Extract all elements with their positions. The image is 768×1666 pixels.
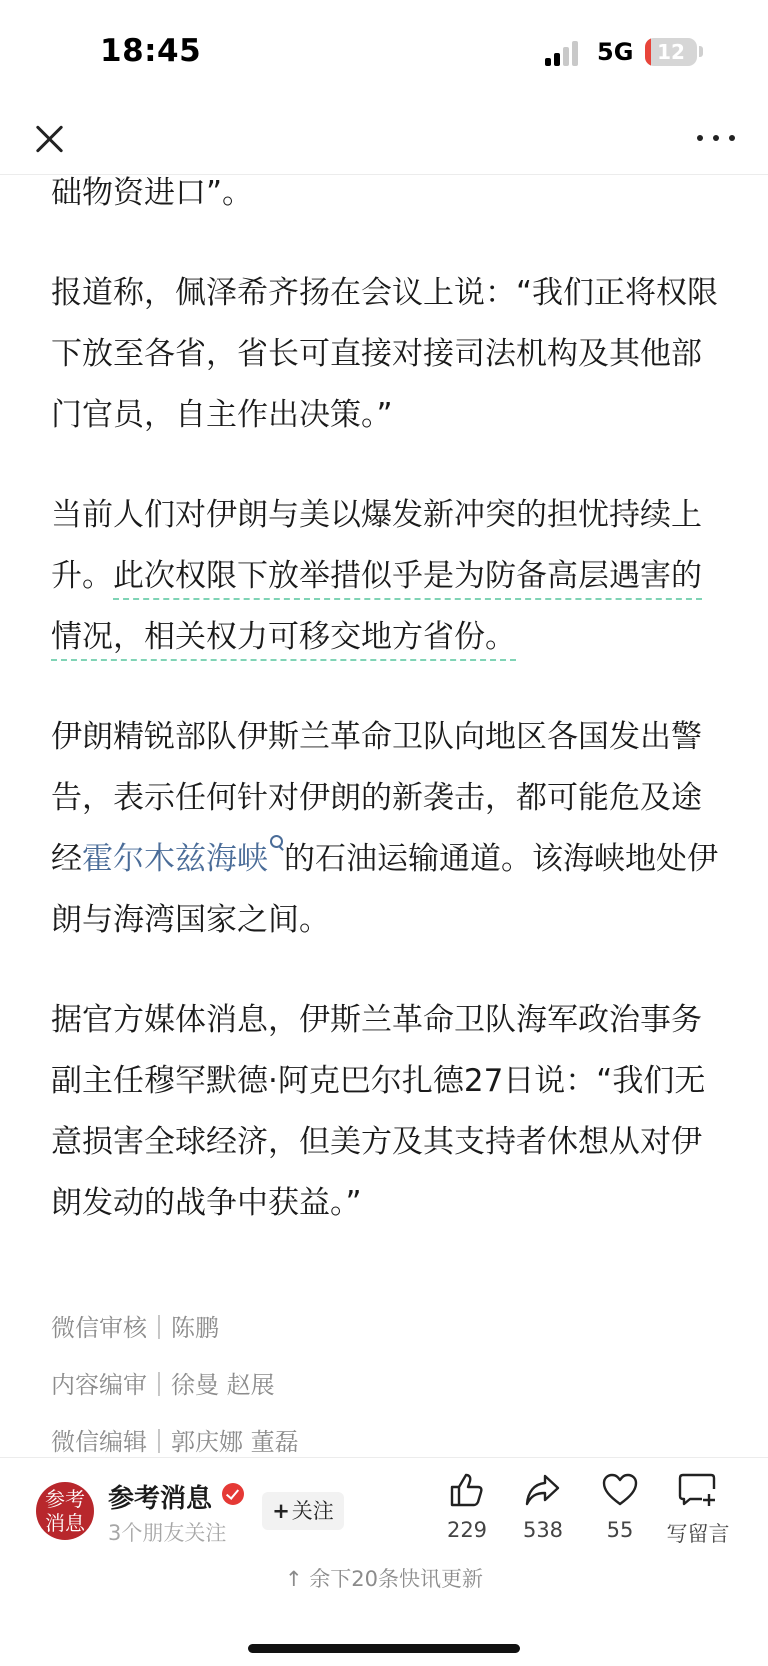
verified-icon bbox=[222, 1483, 244, 1505]
top-nav bbox=[0, 100, 768, 175]
favorite-button[interactable] bbox=[580, 1472, 660, 1542]
article-paragraph bbox=[51, 485, 726, 668]
article-body bbox=[51, 165, 726, 1234]
account-avatar[interactable] bbox=[36, 1482, 94, 1540]
share-button[interactable] bbox=[503, 1472, 583, 1542]
search-link-text[interactable]: 霍尔木兹海峡 bbox=[82, 841, 268, 877]
comment-icon bbox=[678, 1472, 718, 1508]
article-paragraph: 础物资进口”。 bbox=[51, 175, 254, 211]
article-paragraph: 据官方媒体消息，伊斯兰革命卫队海军政治事务副主任穆罕默德·阿克巴尔扎德27日说：“我们无意损害全球经济，但美方及其支持者休想从对伊朗发动的战争中获益。” bbox=[51, 1002, 706, 1221]
highlighted-text[interactable]: 此次权限下放举措似乎是为防备高层遇害的情况，相关权力可移交地方省份。 bbox=[51, 558, 702, 661]
more-news-link[interactable]: ↑ 余下20条快讯更新 bbox=[285, 1567, 483, 1591]
plus-icon: + bbox=[272, 1499, 290, 1523]
paragraph-text: 的石油运输通道。该海峡地处伊朗与海湾国家之间。 bbox=[51, 841, 718, 938]
friends-following: 3个朋友关注 bbox=[108, 1521, 227, 1545]
battery-icon bbox=[645, 38, 697, 66]
heart-icon bbox=[601, 1472, 639, 1508]
battery-level: 12 bbox=[657, 40, 685, 64]
cellular-signal-icon bbox=[545, 40, 587, 66]
home-indicator[interactable] bbox=[248, 1644, 520, 1653]
close-icon[interactable] bbox=[28, 116, 72, 160]
paragraph-text: 伊朗精锐部队伊斯兰革命卫队向地区各国发出警告，表示任何针对伊朗的新袭击，都可能危及途经 bbox=[51, 719, 702, 877]
battery-cap bbox=[699, 46, 703, 57]
article-paragraph: 报道称，佩泽希齐扬在会议上说：“我们正将权限下放至各省，省长可直接对接司法机构及其他部门官员，自主作出决策。” bbox=[51, 275, 719, 433]
share-icon bbox=[524, 1472, 562, 1508]
account-name[interactable]: 参考消息 bbox=[108, 1484, 213, 1514]
follow-button[interactable] bbox=[262, 1492, 344, 1530]
comment-button[interactable] bbox=[658, 1472, 738, 1548]
bottom-action-bar bbox=[0, 1457, 768, 1666]
status-bar bbox=[0, 0, 768, 100]
editor-credits bbox=[51, 1300, 299, 1471]
article-paragraph bbox=[51, 707, 726, 951]
avatar-text: 参考消息 bbox=[45, 1487, 85, 1535]
like-button[interactable] bbox=[427, 1472, 507, 1542]
like-count: 229 bbox=[446, 1518, 488, 1542]
search-link[interactable] bbox=[82, 841, 284, 877]
share-count: 538 bbox=[522, 1518, 564, 1542]
credit-line: 内容编审｜徐曼 赵展 bbox=[51, 1371, 275, 1399]
comment-label: 写留言 bbox=[666, 1522, 730, 1546]
credit-line: 微信审核｜陈鹏 bbox=[51, 1314, 219, 1342]
paragraph-text: 当前人们对伊朗与美以爆发新冲突的担忧持续上升。 bbox=[51, 497, 702, 594]
search-icon[interactable] bbox=[268, 835, 284, 857]
favorite-count: 55 bbox=[606, 1518, 634, 1542]
network-type: 5G bbox=[597, 38, 634, 66]
more-dots-icon[interactable] bbox=[690, 122, 744, 152]
status-time: 18:45 bbox=[100, 33, 202, 69]
thumbs-up-icon bbox=[448, 1472, 486, 1508]
follow-label: 关注 bbox=[291, 1499, 334, 1523]
credit-line: 微信编辑｜郭庆娜 董磊 bbox=[51, 1428, 299, 1456]
